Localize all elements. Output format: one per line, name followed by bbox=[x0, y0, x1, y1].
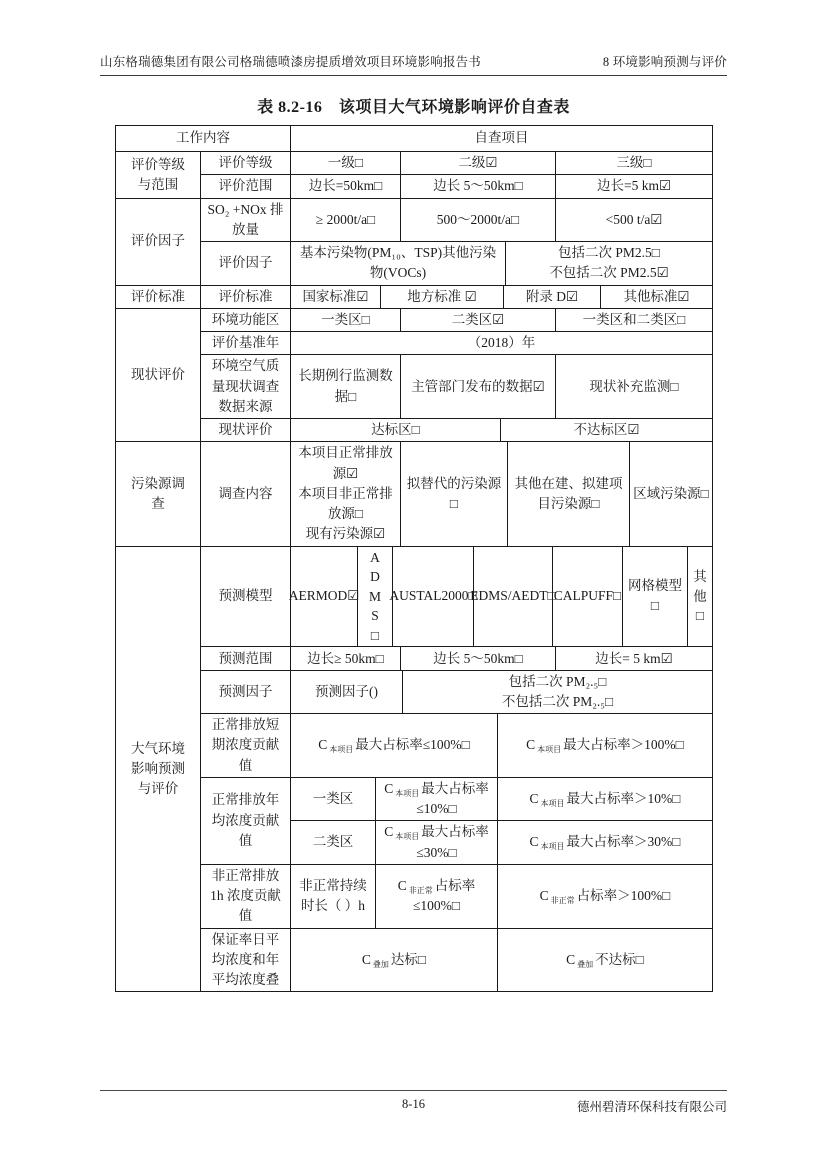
predict-include-pm25-option: 包括二次 PM₂.₅□ bbox=[508, 673, 607, 689]
grade-level1-option: 一级□ bbox=[291, 152, 401, 175]
abnormal-gt100-option: C $_{非正常}$ 占标率＞100%□ bbox=[498, 865, 713, 929]
model-adms-option: ADMS□ bbox=[358, 547, 393, 648]
model-grid-option: 网格模型□ bbox=[623, 547, 688, 648]
scope-5to50km-option: 边长 5～50km□ bbox=[401, 175, 556, 198]
project-sources-cell bbox=[291, 442, 401, 546]
row-predict-factor bbox=[201, 671, 713, 714]
row-grade bbox=[201, 152, 713, 175]
routine-monitoring-option: 长期例行监测数据□ bbox=[291, 355, 401, 419]
national-standard-option: 国家标准☑ bbox=[291, 286, 381, 309]
zone1-label: 一类区 bbox=[291, 778, 376, 822]
replaced-source-option: 拟替代的污染源□ bbox=[401, 442, 508, 546]
row-grade-label: 评价等级 bbox=[201, 152, 291, 175]
band-factors-label: 评价因子 bbox=[116, 199, 201, 286]
predict-exclude-pm25-option: 不包括二次 PM₂.₅□ bbox=[501, 694, 614, 710]
zone-class2-option: 二类区☑ bbox=[401, 309, 556, 332]
band-prediction-label: 大气环境影响预测与评价 bbox=[116, 547, 201, 993]
include-pm25-option: 包括二次 PM2.5□ bbox=[558, 245, 660, 260]
footer-company: 德州碧清环保科技有限公司 bbox=[576, 1100, 727, 1114]
so2-500to2000-option: 500～2000t/a□ bbox=[401, 199, 556, 243]
zone2-le30-option: C $_{本项目}$ 最大占标率≤30%□ bbox=[376, 821, 498, 865]
model-austal2000-option: AUSTAL2000□ bbox=[393, 547, 474, 648]
attainment-area-option: 达标区□ bbox=[291, 419, 501, 442]
band-factors bbox=[116, 199, 713, 286]
band-grade-scope bbox=[116, 152, 713, 199]
row-eval-factor-label: 评价因子 bbox=[201, 242, 291, 286]
row-data-source-label: 环境空气质量现状调查数据来源 bbox=[201, 355, 291, 419]
row-status-eval-label: 现状评价 bbox=[201, 419, 291, 442]
zone2-label: 二类区 bbox=[291, 821, 376, 865]
row-predict-range bbox=[201, 647, 713, 671]
abnormal-source-option: 本项目非正常排放源□ bbox=[298, 485, 393, 521]
row-eval-factor bbox=[201, 242, 713, 286]
zone1-le10-option: C $_{本项目}$ 最大占标率≤10%□ bbox=[376, 778, 498, 822]
row-base-year-label: 评价基准年 bbox=[201, 332, 291, 355]
row-short-term-label: 正常排放短期浓度贡献值 bbox=[201, 714, 291, 778]
band-pollution-survey bbox=[116, 442, 713, 546]
page-footer bbox=[100, 1090, 727, 1119]
row-abnormal-label: 非正常排放1h 浓度贡献值 bbox=[201, 865, 291, 929]
secondary-pm25-cell bbox=[506, 242, 713, 286]
row-guarantee bbox=[201, 929, 713, 993]
zone2-gt30-option: C $_{本项目}$ 最大占标率＞30%□ bbox=[498, 821, 713, 865]
regional-source-option: 区域污染源□ bbox=[630, 442, 713, 546]
so2-lt500-option: <500 t/a☑ bbox=[556, 199, 713, 243]
row-survey-content bbox=[201, 442, 713, 546]
row-function-zone-label: 环境功能区 bbox=[201, 309, 291, 332]
nonattainment-area-option: 不达标区☑ bbox=[501, 419, 713, 442]
band-standards-label: 评价标准 bbox=[116, 286, 201, 309]
band-current-status-label: 现状评价 bbox=[116, 309, 201, 443]
row-annual-zone1 bbox=[291, 778, 713, 822]
model-aermod-option: AERMOD☑ bbox=[291, 547, 358, 648]
row-function-zone bbox=[201, 309, 713, 332]
page-number: 8-16 bbox=[402, 1097, 425, 1111]
short-term-le100-option: C $_{本项目}$ 最大占标率≤100%□ bbox=[291, 714, 498, 778]
header-self-check: 自查项目 bbox=[291, 126, 713, 152]
local-standard-option: 地方标准 ☑ bbox=[381, 286, 504, 309]
zone-class1and2-option: 一类区和二类区□ bbox=[556, 309, 713, 332]
row-abnormal bbox=[201, 865, 713, 929]
predict-factor-value: 预测因子() bbox=[291, 671, 403, 714]
scope-5km-option: 边长=5 km☑ bbox=[556, 175, 713, 198]
band-grade-scope-label: 评价等级与范围 bbox=[116, 152, 201, 199]
scope-50km-option: 边长=50km□ bbox=[291, 175, 401, 198]
row-so2-nox-label: SO₂ +NOx 排放量 bbox=[201, 199, 291, 243]
guarantee-nonattain-option: C $_{叠加}$ 不达标□ bbox=[498, 929, 713, 993]
authority-data-option: 主管部门发布的数据☑ bbox=[401, 355, 556, 419]
row-model bbox=[201, 547, 713, 648]
predict-pm25-cell bbox=[403, 671, 713, 714]
base-year-value: （2018）年 bbox=[291, 332, 713, 355]
normal-source-option: 本项目正常排放源☑ bbox=[298, 445, 393, 481]
other-standard-option: 其他标准☑ bbox=[601, 286, 713, 309]
row-data-source bbox=[201, 355, 713, 419]
row-survey-content-label: 调查内容 bbox=[201, 442, 291, 546]
row-predict-factor-label: 预测因子 bbox=[201, 671, 291, 714]
row-scope bbox=[201, 175, 713, 198]
band-current-status bbox=[116, 309, 713, 443]
row-base-year bbox=[201, 332, 713, 355]
guarantee-attain-option: C $_{叠加}$ 达标□ bbox=[291, 929, 498, 993]
row-status-eval bbox=[201, 419, 713, 442]
zone-class1-option: 一类区□ bbox=[291, 309, 401, 332]
band-pollution-survey-label: 污染源调查 bbox=[116, 442, 201, 546]
row-annual bbox=[201, 778, 713, 865]
row-annual-zone2 bbox=[291, 821, 713, 865]
so2-ge2000-option: ≥ 2000t/a□ bbox=[291, 199, 401, 243]
abnormal-duration-cell: 非正常持续时长（ ）h bbox=[291, 865, 376, 929]
supplementary-monitoring-option: 现状补充监测□ bbox=[556, 355, 713, 419]
model-other-option: 其他□ bbox=[688, 547, 713, 648]
row-standards-label: 评价标准 bbox=[201, 286, 291, 309]
grade-level2-option: 二级☑ bbox=[401, 152, 556, 175]
range-5km-option: 边长= 5 km☑ bbox=[556, 647, 713, 671]
band-prediction bbox=[116, 547, 713, 993]
header-left-text: 山东格瑞德集团有限公司格瑞德喷漆房提质增效项目环境影响报告书 bbox=[100, 55, 482, 69]
page-header bbox=[100, 0, 727, 76]
zone1-gt10-option: C $_{本项目}$ 最大占标率＞10%□ bbox=[498, 778, 713, 822]
model-edms-aedt-option: EDMS/AEDT□ bbox=[474, 547, 553, 648]
header-right-text: 8 环境影响预测与评价 bbox=[602, 55, 727, 69]
row-standards bbox=[201, 286, 713, 309]
band-standards bbox=[116, 286, 713, 309]
table-header-row bbox=[116, 126, 713, 152]
exclude-pm25-option: 不包括二次 PM2.5☑ bbox=[549, 265, 669, 281]
row-so2-nox bbox=[201, 199, 713, 243]
range-ge50km-option: 边长≥ 50km□ bbox=[291, 647, 401, 671]
short-term-gt100-option: C $_{本项目}$ 最大占标率＞100%□ bbox=[498, 714, 713, 778]
range-5to50km-option: 边长 5～50km□ bbox=[401, 647, 556, 671]
abnormal-le100-option: C $_{非正常}$ 占标率≤100%□ bbox=[376, 865, 498, 929]
other-project-source-option: 其他在建、拟建项目污染源□ bbox=[508, 442, 630, 546]
row-short-term bbox=[201, 714, 713, 778]
row-annual-label: 正常排放年均浓度贡献值 bbox=[201, 778, 291, 865]
row-model-label: 预测模型 bbox=[201, 547, 291, 648]
header-work-content: 工作内容 bbox=[116, 126, 291, 152]
basic-pollutants-cell: 基本污染物(PM₁₀、TSP)其他污染物(VOCs) bbox=[291, 242, 506, 286]
table-title: 表 8.2-16 该项目大气环境影响评价自查表 bbox=[257, 99, 570, 116]
row-guarantee-label: 保证率日平均浓度和年平均浓度叠 bbox=[201, 929, 291, 993]
existing-source-option: 现有污染源☑ bbox=[305, 526, 386, 542]
grade-level3-option: 三级□ bbox=[556, 152, 713, 175]
row-scope-label: 评价范围 bbox=[201, 175, 291, 198]
self-check-table bbox=[115, 125, 713, 992]
appendix-d-option: 附录 D☑ bbox=[504, 286, 601, 309]
row-predict-range-label: 预测范围 bbox=[201, 647, 291, 671]
model-calpuff-option: CALPUFF□ bbox=[553, 547, 623, 648]
